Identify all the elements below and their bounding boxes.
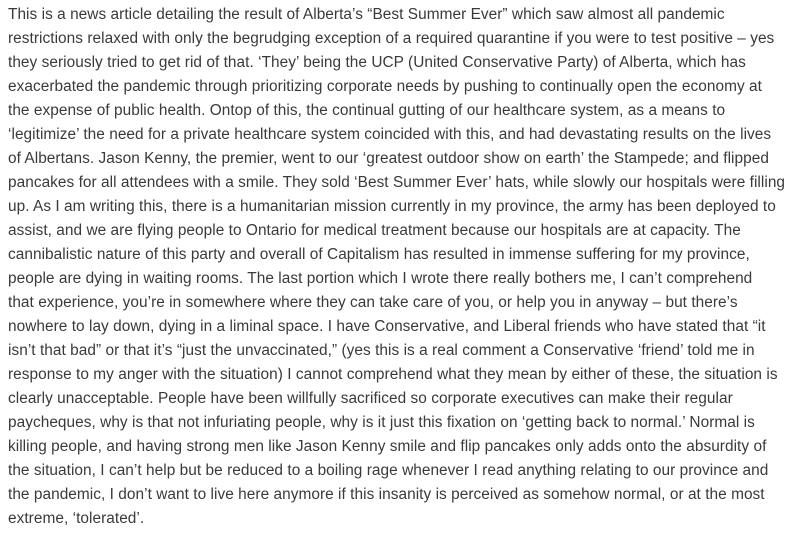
paragraph-line: up. As I am writing this, there is a humanitarian mission currently in my province, the army has been deployed to <box>8 198 776 215</box>
paragraph-line: assist, and we are flying people to Ontario for medical treatment because our hospitals are at capacity. The <box>8 222 741 239</box>
paragraph-line: nowhere to lay down, dying in a liminal space. I have Conservative, and Liberal friends who have stated that “it <box>8 318 766 335</box>
article-paragraph <box>8 3 790 531</box>
paragraph-line: that experience, you’re in somewhere where they can take care of you, or help you in anyway – but there’s <box>8 294 738 311</box>
paragraph-line: cannibalistic nature of this party and overall of Capitalism has resulted in immense suffering for my province, <box>8 246 750 263</box>
paragraph-line: exacerbated the pandemic through prioritizing corporate needs by pushing to continually open the economy at <box>8 78 762 95</box>
paragraph-line: pancakes for all attendees with a smile. They sold ‘Best Summer Ever’ hats, while slowly our hospitals were filling <box>8 174 786 191</box>
paragraph-line: they seriously tried to get rid of that. ‘They’ being the UCP (United Conservative Party) of Alberta, which has <box>8 54 746 71</box>
paragraph-line: isn’t that bad” or that it’s “just the unvaccinated,” (yes this is a real comment a Conservative ‘friend’ told me in <box>8 342 755 359</box>
paragraph-line: response to my anger with the situation) I cannot comprehend what they mean by either of these, the situation is <box>8 366 778 383</box>
paragraph-line: of Albertans. Jason Kenny, the premier, went to our ‘greatest outdoor show on earth’ the Stampede; and flipped <box>8 150 769 167</box>
paragraph-line: killing people, and having strong men like Jason Kenny smile and flip pancakes only adds onto the absurdity of <box>8 438 767 455</box>
paragraph-line: paycheques, why is that not infuriating people, why is it just this fixation on ‘getting back to normal.’ Normal is <box>8 414 755 431</box>
paragraph-line: ‘legitimize’ the need for a private healthcare system coincided with this, and had devastating results on the lives <box>8 126 772 143</box>
paragraph-line: restrictions relaxed with only the begrudging exception of a required quarantine if you were to test positive – yes <box>8 30 775 47</box>
paragraph-line: This is a news article detailing the result of Alberta’s “Best Summer Ever” which saw almost all pandemic <box>8 6 725 23</box>
paragraph-line: extreme, ‘tolerated’. <box>8 510 145 527</box>
paragraph-line: the situation, I can’t help but be reduced to a boiling rage whenever I read anything relating to our province and <box>8 462 769 479</box>
paragraph-line: the pandemic, I don’t want to live here anymore if this insanity is perceived as somehow normal, or at the most <box>8 486 765 503</box>
paragraph-line: clearly unacceptable. People have been willfully sacrificed so corporate executives can make their regular <box>8 390 733 407</box>
paragraph-line: people are dying in waiting rooms. The last portion which I wrote there really bothers me, I can’t comprehend <box>8 270 753 287</box>
paragraph-line: the expense of public health. Ontop of this, the continual gutting of our healthcare system, as a means to <box>8 102 726 119</box>
